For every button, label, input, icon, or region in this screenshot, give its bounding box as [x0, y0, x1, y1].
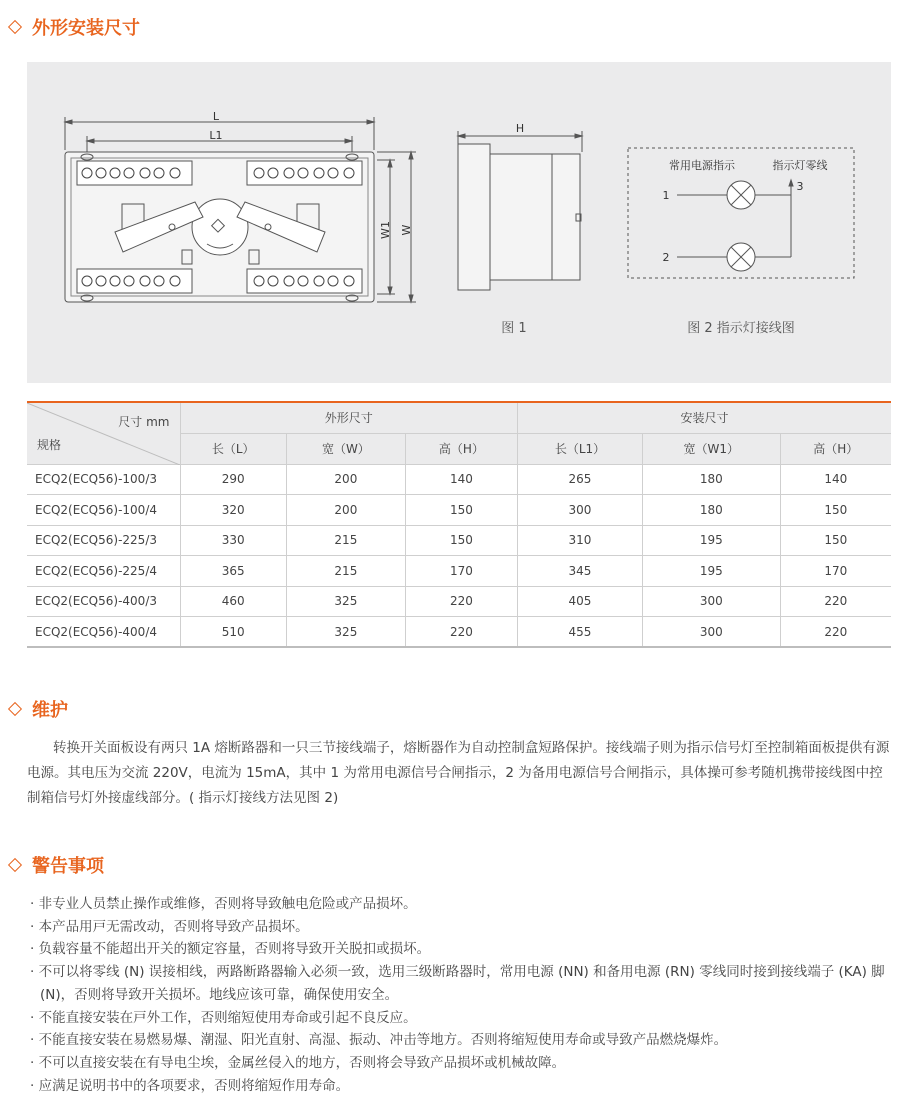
value-cell: 140 — [405, 464, 517, 495]
figure-panel — [27, 62, 891, 383]
col-header-height-install: 高（H） — [780, 433, 891, 464]
warnings-title-text: 警告事项 — [32, 856, 104, 877]
warnings-list — [30, 893, 892, 1097]
normal-power-label: 常用电源指示 — [669, 159, 735, 172]
diamond-icon — [8, 702, 22, 716]
value-cell: 300 — [642, 617, 780, 648]
list-item: · 不能直接安装在易燃易爆、潮湿、阳光直射、高湿、振动、冲击等地方。否则将缩短使用寿命或导致产品燃烧爆炸。 — [30, 1032, 728, 1049]
terminal-2-label: 2 — [662, 251, 670, 264]
neutral-label: 指示灯零线 — [772, 159, 828, 172]
model-cell: ECQ2(ECQ56)-400/3 — [27, 586, 180, 617]
table-row — [27, 525, 891, 556]
maintenance-section-title — [6, 696, 68, 722]
value-cell: 320 — [180, 495, 286, 526]
value-cell: 170 — [780, 556, 891, 587]
outer-dimensions-header: 外形尺寸 — [180, 402, 517, 433]
value-cell: 180 — [642, 495, 780, 526]
value-cell: 150 — [405, 495, 517, 526]
model-cell: ECQ2(ECQ56)-225/3 — [27, 525, 180, 556]
col-header-width: 宽（W） — [286, 433, 405, 464]
model-cell: ECQ2(ECQ56)-100/3 — [27, 464, 180, 495]
warnings-section-title — [6, 852, 104, 878]
list-item: · 不可以将零线 (N) 误接相线，两路断路器输入必须一致，选用三级断路器时，常用电源 (NN) 和备用电源 (RN) 零线同时接到接线端子 (KA) 脚 (N)，否则将导致开关损坏。地线应该可靠，确保使用安全。 — [30, 964, 885, 1003]
table-row — [27, 556, 891, 587]
dim-L-label: L — [212, 110, 220, 123]
model-cell: ECQ2(ECQ56)-225/4 — [27, 556, 180, 587]
value-cell: 220 — [780, 586, 891, 617]
value-cell: 325 — [286, 617, 405, 648]
side-view-drawing — [458, 131, 582, 290]
value-cell: 310 — [517, 525, 642, 556]
value-cell: 365 — [180, 556, 286, 587]
model-cell: ECQ2(ECQ56)-100/4 — [27, 495, 180, 526]
col-header-length: 长（L） — [180, 433, 286, 464]
value-cell: 460 — [180, 586, 286, 617]
table-row — [27, 617, 891, 648]
table-row — [27, 495, 891, 526]
diamond-icon — [8, 20, 22, 34]
value-cell: 325 — [286, 586, 405, 617]
dim-H-label: H — [515, 122, 525, 135]
value-cell: 150 — [780, 525, 891, 556]
value-cell: 195 — [642, 556, 780, 587]
dim-W1-label: W1 — [379, 221, 392, 239]
value-cell: 455 — [517, 617, 642, 648]
terminal-3-label: 3 — [796, 180, 804, 193]
diamond-icon — [8, 858, 22, 872]
model-cell: ECQ2(ECQ56)-400/4 — [27, 617, 180, 648]
installation-drawings — [27, 62, 891, 383]
value-cell: 300 — [642, 586, 780, 617]
value-cell: 150 — [780, 495, 891, 526]
corner-unit-label: 尺寸 mm — [118, 415, 170, 429]
install-dimensions-header: 安装尺寸 — [517, 402, 891, 433]
value-cell: 510 — [180, 617, 286, 648]
front-view-drawing — [65, 117, 416, 302]
list-item: · 非专业人员禁止操作或维修，否则将导致触电危险或产品损坏。 — [30, 896, 417, 912]
value-cell: 330 — [180, 525, 286, 556]
value-cell: 220 — [405, 586, 517, 617]
maintenance-paragraph: 转换开关面板设有两只 1A 熔断路器和一只三节接线端子，熔断器作为自动控制盒短路保护。接线端子则为指示信号灯至控制箱面板提供有源电源。其电压为交流 220V，电流为 15mA，其中 1 为常用电源信号合闸指示，2 为备用电源信号合闸指示，具体操可参考随机携带接线图中控制箱信号灯外接虚线部分。( 指示灯接线方法见图 2) — [27, 740, 890, 806]
maintenance-title-text: 维护 — [32, 700, 68, 721]
value-cell: 140 — [780, 464, 891, 495]
corner-spec-label: 规格 — [37, 438, 62, 452]
value-cell: 170 — [405, 556, 517, 587]
value-cell: 215 — [286, 525, 405, 556]
value-cell: 290 — [180, 464, 286, 495]
fig1-caption: 图 1 — [501, 321, 527, 336]
value-cell: 150 — [405, 525, 517, 556]
col-header-length-L1: 长（L1） — [517, 433, 642, 464]
table-row — [27, 464, 891, 495]
value-cell: 220 — [405, 617, 517, 648]
dimension-spec-table — [27, 401, 891, 648]
dim-W-label: W — [400, 224, 413, 236]
value-cell: 345 — [517, 556, 642, 587]
dimensions-title-text: 外形安装尺寸 — [32, 18, 140, 39]
list-item: · 不可以直接安装在有导电尘埃，金属丝侵入的地方，否则将会导致产品损坏或机械故障。 — [30, 1054, 566, 1071]
value-cell: 300 — [517, 495, 642, 526]
value-cell: 180 — [642, 464, 780, 495]
value-cell: 220 — [780, 617, 891, 648]
col-header-height: 高（H） — [405, 433, 517, 464]
dim-L1-label: L1 — [209, 129, 223, 142]
terminal-1-label: 1 — [662, 189, 670, 202]
list-item: · 负载容量不能超出开关的额定容量，否则将导致开关脱扣或损坏。 — [30, 941, 431, 958]
list-item: · 本产品用戸无需改动，否则将导致产品损坏。 — [30, 918, 309, 935]
fig2-caption: 图 2 指示灯接线图 — [687, 321, 795, 336]
table-header-row-1 — [27, 402, 891, 433]
table-corner-cell — [27, 402, 180, 464]
list-item: · 不能直接安装在戸外工作，否则缩短使用寿命或引起不良反应。 — [30, 1009, 417, 1026]
value-cell: 200 — [286, 464, 405, 495]
dimensions-section-title — [6, 14, 140, 40]
col-header-width-W1: 宽（W1） — [642, 433, 780, 464]
value-cell: 200 — [286, 495, 405, 526]
value-cell: 405 — [517, 586, 642, 617]
list-item: · 应满足说明书中的各项要求，否则将缩短作用寿命。 — [30, 1077, 350, 1094]
value-cell: 215 — [286, 556, 405, 587]
value-cell: 195 — [642, 525, 780, 556]
value-cell: 265 — [517, 464, 642, 495]
table-row — [27, 586, 891, 617]
